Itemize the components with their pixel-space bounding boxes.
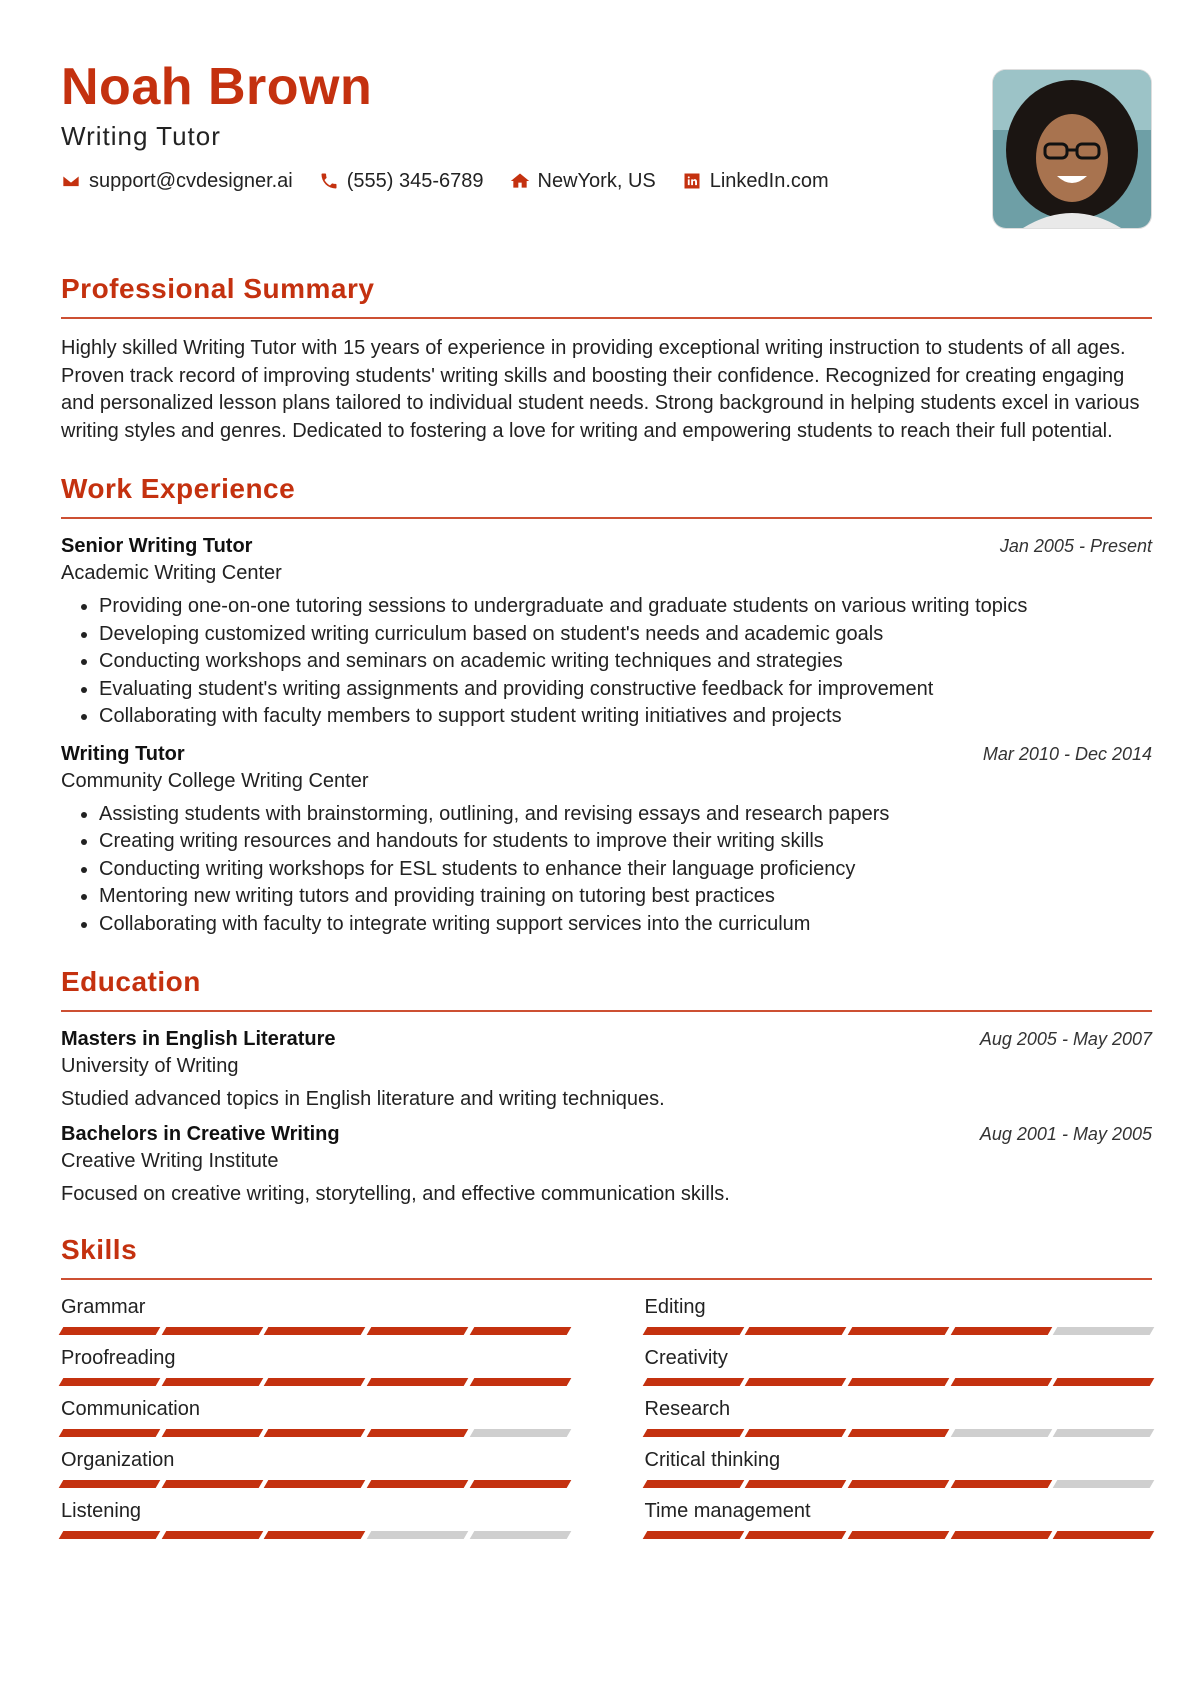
skill-name: Communication: [61, 1398, 200, 1420]
skill-segment-filled: [642, 1480, 743, 1488]
skill-segment-filled: [161, 1429, 262, 1437]
skill-name: Research: [644, 1398, 731, 1420]
job-bullet: • Conducting workshops and seminars on academic writing techniques and strategies: [99, 648, 1152, 676]
skill-segment-filled: [745, 1378, 846, 1386]
contact-list: [61, 170, 1152, 193]
skill-item: [61, 1449, 569, 1494]
skill-segment-filled: [59, 1378, 160, 1386]
education-title: Education: [61, 966, 201, 997]
job-bullet: • Creating writing resources and handouts for students to improve their writing skills: [99, 828, 1152, 856]
skill-segment-filled: [642, 1378, 743, 1386]
skill-item: [645, 1296, 1153, 1341]
job-bullet: • Mentoring new writing tutors and providing training on tutoring best practices: [99, 883, 1152, 911]
experience-section: [61, 473, 1152, 938]
skill-segment-filled: [264, 1327, 365, 1335]
job-bullets: [61, 593, 1152, 731]
contact-linkedin[interactable]: [682, 170, 829, 193]
school-name: Creative Writing Institute: [61, 1150, 279, 1172]
skill-segment-filled: [950, 1480, 1051, 1488]
resume-header: [61, 60, 1152, 245]
skill-segment-empty: [367, 1531, 468, 1539]
skill-item: [645, 1449, 1153, 1494]
skill-level-bar: [645, 1531, 1153, 1539]
degree-title: Bachelors in Creative Writing: [61, 1123, 340, 1145]
job-bullet: • Developing customized writing curriculum based on student's needs and academic goals: [99, 621, 1152, 649]
skill-segment-filled: [745, 1327, 846, 1335]
skill-segment-filled: [264, 1531, 365, 1539]
education-desc: Studied advanced topics in English literature and writing techniques.: [61, 1088, 665, 1110]
skill-name: Organization: [61, 1449, 175, 1471]
contact-email[interactable]: [61, 170, 293, 193]
skill-segment-filled: [950, 1531, 1051, 1539]
skill-name: Editing: [644, 1296, 706, 1318]
skill-segment-filled: [161, 1531, 262, 1539]
skill-level-bar: [61, 1480, 569, 1488]
skill-level-bar: [61, 1327, 569, 1335]
skill-item: [61, 1500, 569, 1545]
skill-item: [645, 1347, 1153, 1392]
skill-segment-filled: [950, 1327, 1051, 1335]
school-name: University of Writing: [61, 1055, 239, 1077]
skill-item: [645, 1500, 1153, 1545]
phone-icon: [319, 171, 339, 191]
contact-linkedin-text: LinkedIn.com: [709, 169, 829, 192]
skill-segment-empty: [1053, 1327, 1154, 1335]
education-desc: Focused on creative writing, storytelling, and effective communication skills.: [61, 1183, 730, 1205]
education-date: Aug 2001 - May 2005: [979, 1124, 1152, 1144]
skill-segment-filled: [59, 1327, 160, 1335]
education-section: [61, 966, 1152, 1206]
skill-item: [645, 1398, 1153, 1443]
experience-title: Work Experience: [61, 473, 296, 504]
job-org: Academic Writing Center: [61, 562, 282, 584]
home-icon: [510, 171, 530, 191]
skill-segment-filled: [848, 1327, 949, 1335]
job-bullet: • Evaluating student's writing assignments and providing constructive feedback for improvement: [99, 676, 1152, 704]
skill-segment-filled: [161, 1327, 262, 1335]
skill-segment-filled: [642, 1429, 743, 1437]
skill-segment-filled: [642, 1531, 743, 1539]
job-bullets: [61, 801, 1152, 939]
skill-segment-filled: [848, 1378, 949, 1386]
job-date: Mar 2010 - Dec 2014: [982, 743, 1152, 764]
education-entry: [61, 1123, 1152, 1206]
skill-segment-filled: [264, 1429, 365, 1437]
skill-segment-filled: [264, 1378, 365, 1386]
job-title: Senior Writing Tutor: [61, 535, 253, 557]
profile-photo: [992, 69, 1152, 229]
skill-name: Creativity: [644, 1347, 728, 1369]
skill-level-bar: [61, 1429, 569, 1437]
skill-segment-filled: [848, 1531, 949, 1539]
education-date: Aug 2005 - May 2007: [979, 1029, 1152, 1049]
job-entry: [61, 535, 1152, 731]
skill-segment-filled: [745, 1531, 846, 1539]
resume-page: [61, 60, 1152, 1545]
envelope-icon: [61, 171, 81, 191]
skill-segment-filled: [470, 1378, 571, 1386]
skill-segment-filled: [59, 1531, 160, 1539]
skills-grid: [61, 1296, 1152, 1545]
contact-phone[interactable]: [319, 170, 484, 193]
skill-item: [61, 1347, 569, 1392]
skill-segment-filled: [1053, 1531, 1154, 1539]
candidate-name: Noah Brown: [61, 58, 373, 116]
skill-segment-filled: [367, 1480, 468, 1488]
skill-level-bar: [61, 1378, 569, 1386]
job-title: Writing Tutor: [61, 742, 185, 765]
skill-name: Time management: [644, 1500, 811, 1522]
contact-email-text: support@cvdesigner.ai: [89, 169, 293, 192]
skill-segment-filled: [161, 1378, 262, 1386]
skill-level-bar: [61, 1531, 569, 1539]
skill-segment-filled: [470, 1327, 571, 1335]
skill-name: Proofreading: [61, 1347, 176, 1369]
skills-section: [61, 1234, 1152, 1545]
job-date: Jan 2005 - Present: [999, 536, 1152, 556]
section-divider: [61, 1278, 1152, 1280]
skill-item: [61, 1398, 569, 1443]
contact-location-text: NewYork, US: [537, 169, 656, 192]
skill-segment-filled: [470, 1480, 571, 1488]
skill-segment-filled: [848, 1429, 949, 1437]
skill-level-bar: [645, 1378, 1153, 1386]
contact-location[interactable]: [510, 170, 656, 193]
section-divider: [61, 317, 1152, 319]
summary-section: [61, 273, 1152, 445]
skill-segment-filled: [59, 1480, 160, 1488]
skill-segment-filled: [848, 1480, 949, 1488]
skill-level-bar: [645, 1480, 1153, 1488]
skill-item: [61, 1296, 569, 1341]
skill-segment-filled: [367, 1429, 468, 1437]
job-bullet: • Assisting students with brainstorming, outlining, and revising essays and research papers: [99, 801, 1152, 829]
skill-name: Critical thinking: [644, 1449, 781, 1471]
skill-segment-filled: [59, 1429, 160, 1437]
skill-level-bar: [645, 1327, 1153, 1335]
skill-segment-filled: [950, 1378, 1051, 1386]
section-divider: [61, 1010, 1152, 1012]
skill-segment-filled: [745, 1480, 846, 1488]
skill-segment-empty: [950, 1429, 1051, 1437]
linkedin-icon: [682, 171, 702, 191]
job-bullet: • Collaborating with faculty members to support student writing initiatives and projects: [99, 703, 1152, 731]
skill-segment-filled: [367, 1327, 468, 1335]
summary-text: Highly skilled Writing Tutor with 15 years of experience in providing exceptional writing instruction to students of all ages. Proven track record of improving students' writing skills and boosting their confidence. Recognized for creating engaging and personalized lesson plans tailored to individual student needs. Strong background in helping students excel in various writing styles and genres. Dedicated to fostering a love for writing and empowering students to reach their full potential.: [61, 337, 1140, 442]
skill-segment-empty: [1053, 1480, 1154, 1488]
skill-segment-filled: [745, 1429, 846, 1437]
skill-segment-filled: [367, 1378, 468, 1386]
skill-segment-empty: [1053, 1429, 1154, 1437]
job-bullet: • Providing one-on-one tutoring sessions to undergraduate and graduate students on various writing topics: [99, 593, 1152, 621]
candidate-role: Writing Tutor: [61, 120, 221, 151]
job-org: Community College Writing Center: [61, 769, 369, 792]
skill-segment-filled: [161, 1480, 262, 1488]
degree-title: Masters in English Literature: [61, 1028, 336, 1050]
job-entry: [61, 743, 1152, 939]
skill-segment-filled: [264, 1480, 365, 1488]
skill-level-bar: [645, 1429, 1153, 1437]
job-bullet: • Collaborating with faculty to integrate writing support services into the curriculum: [99, 911, 1152, 939]
skill-segment-filled: [1053, 1378, 1154, 1386]
skill-segment-empty: [470, 1531, 571, 1539]
skills-title: Skills: [61, 1234, 138, 1265]
skill-segment-empty: [470, 1429, 571, 1437]
skill-segment-filled: [642, 1327, 743, 1335]
skill-name: Listening: [61, 1500, 142, 1522]
summary-title: Professional Summary: [61, 273, 375, 304]
education-entry: [61, 1028, 1152, 1111]
contact-phone-text: (555) 345-6789: [346, 169, 484, 192]
section-divider: [61, 517, 1152, 519]
job-bullet: • Conducting writing workshops for ESL students to enhance their language proficiency: [99, 856, 1152, 884]
skill-name: Grammar: [61, 1296, 146, 1318]
